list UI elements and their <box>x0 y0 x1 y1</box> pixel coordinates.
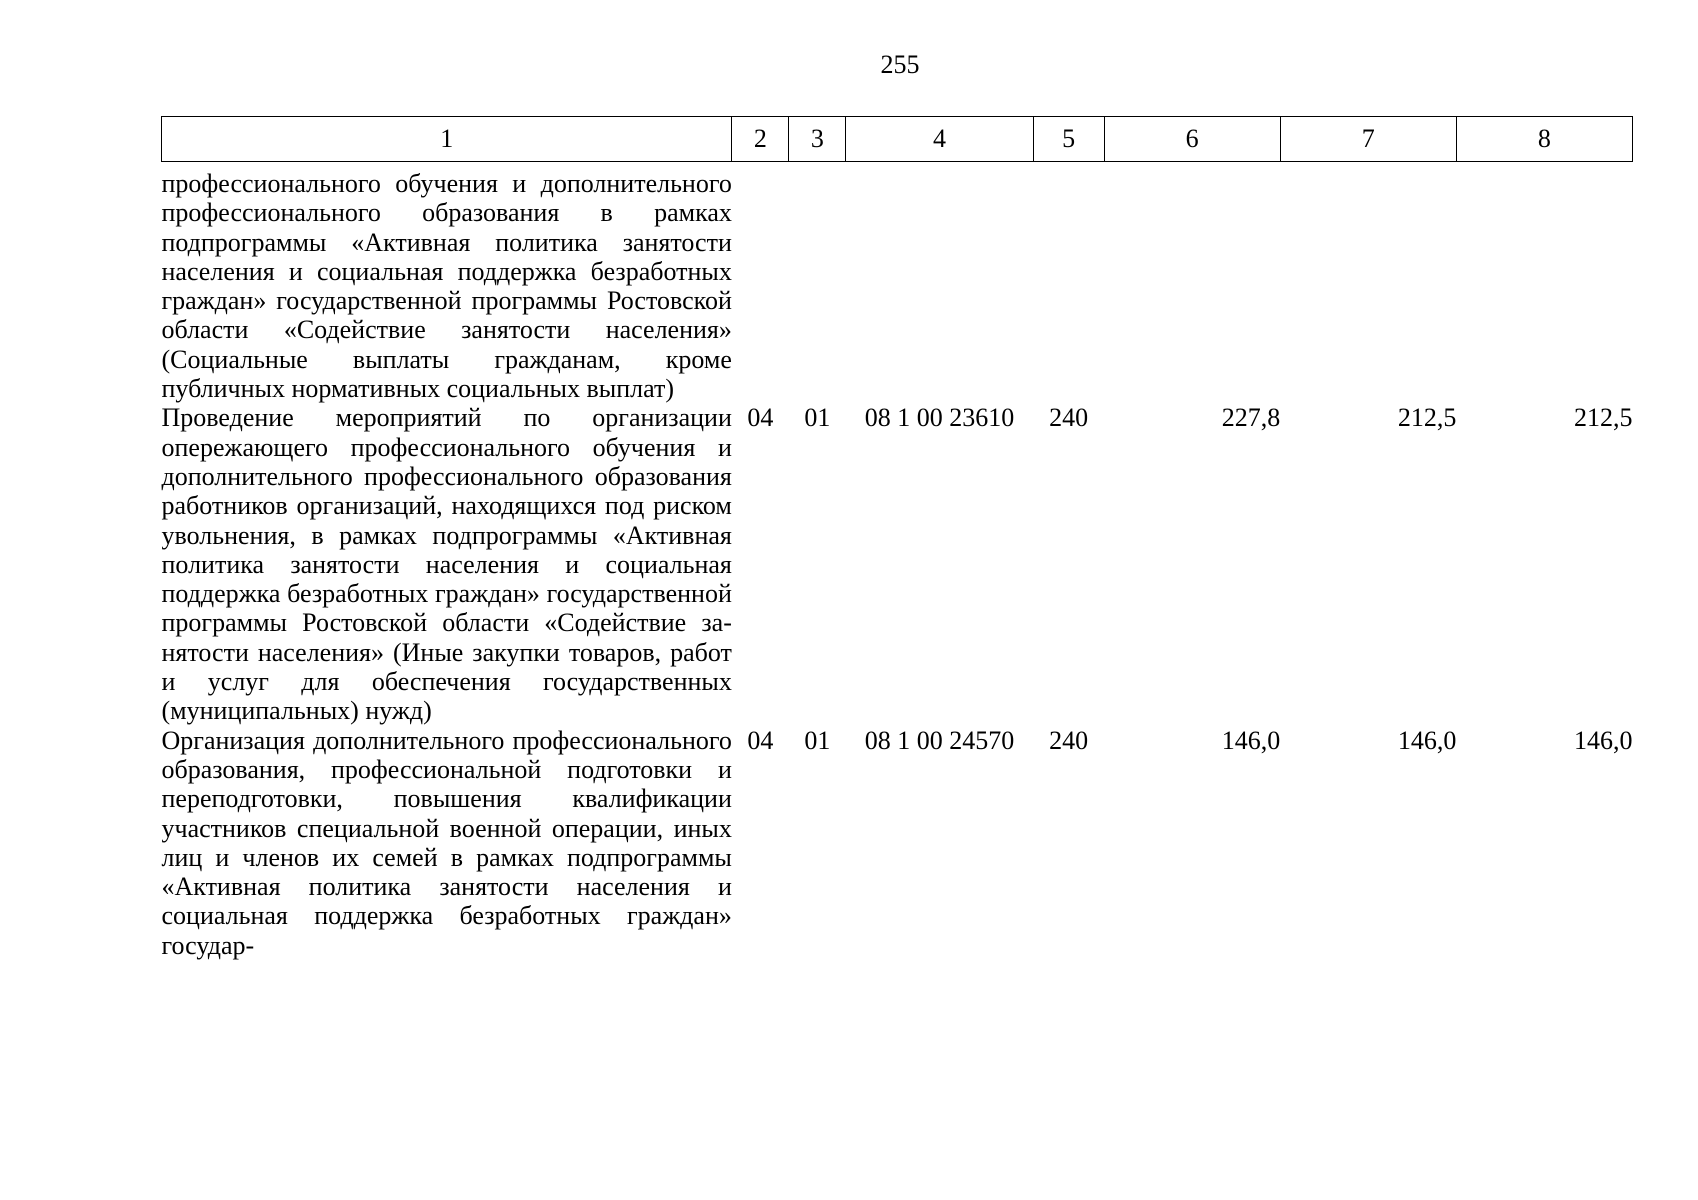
row-expense-type: 240 <box>1049 403 1089 433</box>
row-amount-col6 <box>1104 162 1280 404</box>
row-subsection: 01 <box>804 725 831 755</box>
row-amount-col7: 212,5 <box>1397 403 1457 433</box>
table-row <box>162 162 1633 404</box>
row-target-article: 08 1 00 24570 <box>864 725 1015 755</box>
row-amount-col8: 212,5 <box>1574 403 1633 433</box>
row-description: профессионального обучения и дополнительного профессионального образования в рамках подпрограммы «Активная политика занятости населения и социальная поддержка безработных граждан» государственной программы Ростовской области «Содействие занятости населения» (Социальные выплаты гражданам, кроме публичных нормативных социальных выплат) <box>161 169 732 404</box>
row-subsection: 01 <box>804 403 831 433</box>
row-amount-col8 <box>1456 162 1632 404</box>
row-amount-col6: 146,0 <box>1221 725 1281 755</box>
column-header-6: 6 <box>1104 117 1280 162</box>
row-description: Проведение мероприятий по организации опережающего профессионального обучения и дополнительного профессионального образования работников организаций, находящихся под риском увольнения, в рамках подпрограммы «Активная политика занятости населения и социальная поддержка безработных граждан» государственной программы Ростовской области «Содействие занятости населения» (Иные закупки товаров, работ и услуг для обеспечения государственных (муниципальных) нужд) <box>161 403 732 726</box>
row-amount-col7: 146,0 <box>1397 725 1457 755</box>
row-expense-type <box>1033 162 1104 404</box>
row-expense-type: 240 <box>1049 725 1089 755</box>
row-section: 04 <box>747 403 774 433</box>
budget-table <box>161 116 1633 960</box>
column-header-7: 7 <box>1280 117 1456 162</box>
page-number: 255 <box>880 50 920 79</box>
column-header-8: 8 <box>1456 117 1632 162</box>
column-header-3: 3 <box>789 117 846 162</box>
row-amount-col6: 227,8 <box>1221 403 1281 433</box>
table-row <box>162 403 1633 725</box>
column-header-1: 1 <box>162 117 732 162</box>
column-header-5: 5 <box>1033 117 1104 162</box>
table-row <box>162 726 1633 960</box>
row-description: Организация дополнительного профессионального образования, профессиональной подготовки и переподготовки, повышения квалификации участников специальной военной операции, иных лиц и членов их семей в рамках подпрограммы «Активная политика занятости населения и социальная поддержка безработных граждан» государ- <box>161 725 732 960</box>
column-header-4: 4 <box>846 117 1033 162</box>
row-section <box>732 162 789 404</box>
header-row <box>162 117 1633 162</box>
row-amount-col7 <box>1280 162 1456 404</box>
row-target-article: 08 1 00 23610 <box>864 403 1015 433</box>
column-header-2: 2 <box>732 117 789 162</box>
row-target-article <box>846 162 1033 404</box>
row-section: 04 <box>747 725 774 755</box>
row-amount-col8: 146,0 <box>1574 725 1633 755</box>
row-subsection <box>789 162 846 404</box>
